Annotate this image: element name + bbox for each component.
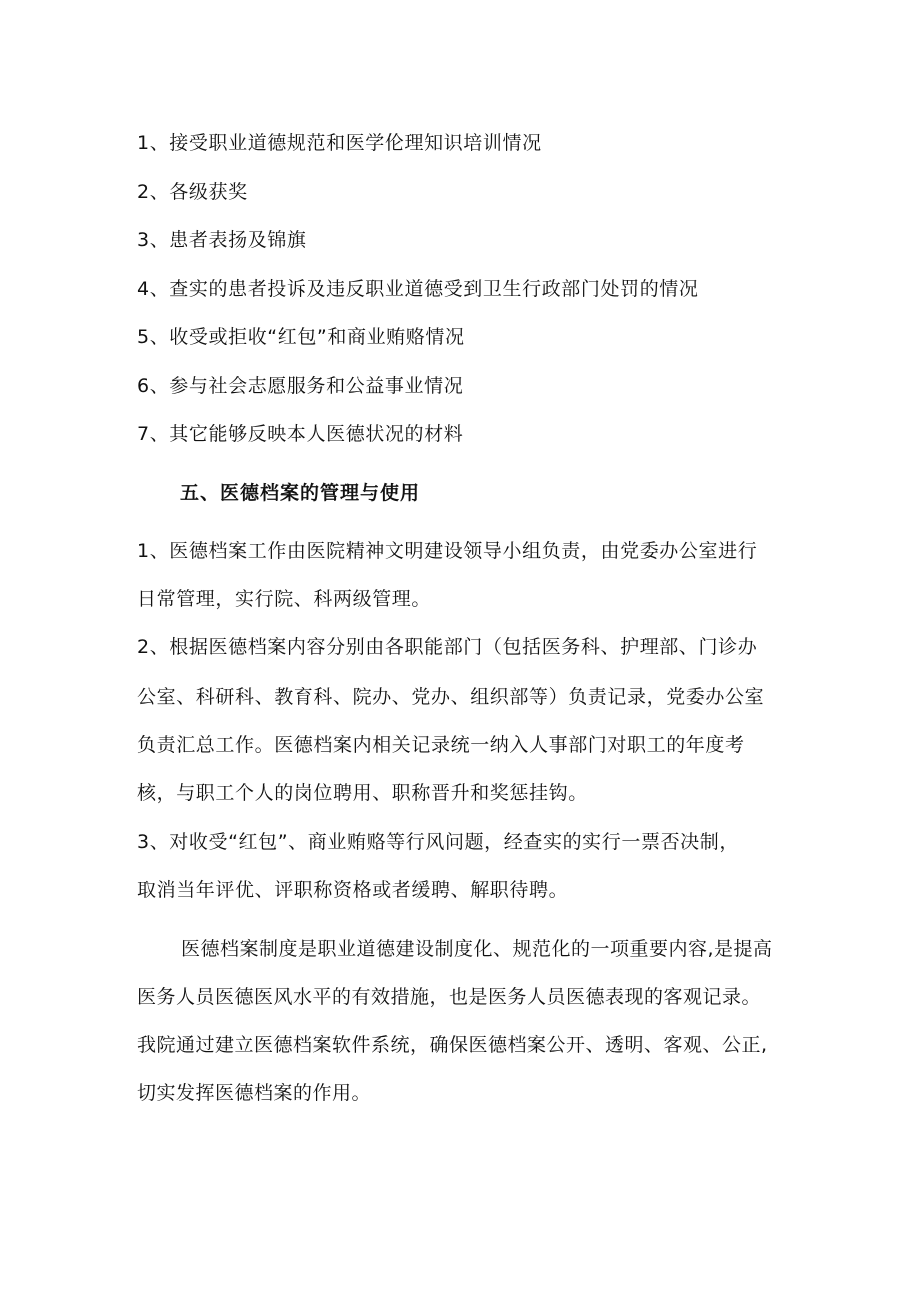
list-item: 1、接受职业道德规范和医学伦理知识培训情况 — [137, 132, 542, 154]
paragraph-line: 切实发挥医德档案的作用。 — [137, 1082, 372, 1104]
paragraph-line: 医务人员医德医风水平的有效措施，也是医务人员医德表现的客观记录。 — [137, 986, 762, 1008]
paragraph-line: 日常管理，实行院、科两级管理。 — [137, 588, 432, 610]
closing-paragraph — [137, 925, 797, 1117]
list-item: 2、各级获奖 — [137, 181, 248, 203]
list-item: 5、收受或拒收“红包”和商业贿赂情况 — [137, 326, 465, 348]
list-item: 7、其它能够反映本人医德状况的材料 — [137, 423, 464, 445]
paragraph-line: 2、根据医德档案内容分别由各职能部门（包括医务科、护理部、门诊办 — [137, 636, 758, 658]
paragraph-line: 1、医德档案工作由医院精神文明建设领导小组负责，由党委办公室进行 — [137, 540, 758, 562]
list-item: 3、患者表扬及锦旗 — [137, 229, 307, 251]
paragraph-line: 3、对收受“红包”、商业贿赂等行风问题，经查实的实行一票否决制， — [137, 831, 739, 853]
paragraph-line: 我院通过建立医德档案软件系统，确保医德档案公开、透明、客观、公正, — [137, 1034, 768, 1056]
paragraph-line: 核，与职工个人的岗位聘用、职称晋升和奖惩挂钩。 — [137, 782, 588, 804]
paragraph-line: 医德档案制度是职业道德建设制度化、规范化的一项重要内容,是提高 — [181, 938, 773, 960]
section-heading: 五、医德档案的管理与使用 — [180, 482, 421, 504]
paragraph-line: 公室、科研科、教育科、院办、党办、组织部等）负责记录，党委办公室 — [137, 686, 765, 708]
list-item: 6、参与社会志愿服务和公益事业情况 — [137, 375, 464, 397]
paragraph-line: 负责汇总工作。医德档案内相关记录统一纳入人事部门对职工的年度考 — [137, 734, 745, 756]
list-item: 4、查实的患者投诉及违反职业道德受到卫生行政部门处罚的情况 — [137, 278, 699, 300]
paragraph-line: 取消当年评优、评职称资格或者缓聘、解职待聘。 — [137, 879, 569, 901]
